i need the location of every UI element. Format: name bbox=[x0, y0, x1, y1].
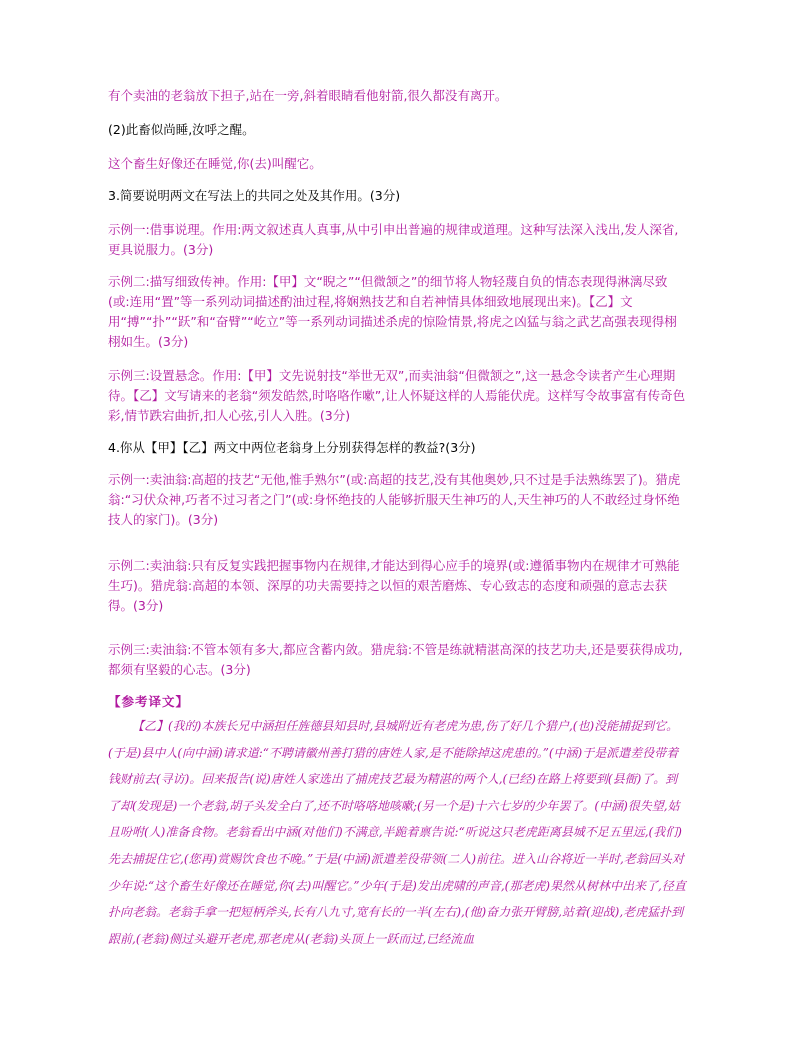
q4-example-2: 示例二:卖油翁:只有反复实践把握事物内在规律,才能达到得心应手的境界(或:遵循事物内在规律才可熟能生巧)。猎虎翁:高超的本领、深厚的功夫需要持之以恒的艰苦磨炼、专心致志的态度和顽强的意志去获得。(3分) bbox=[108, 558, 680, 613]
question-3: 3.简要说明两文在写法上的共同之处及其作用。(3分) bbox=[108, 188, 401, 203]
answer-line-2: 这个畜生好像还在睡觉,你(去)叫醒它。 bbox=[108, 156, 322, 171]
q3-example-3: 示例三:设置悬念。作用:【甲】文先说射技“举世无双”,而卖油翁“但微颔之”,这一悬念令读者产生心理期待。【乙】文写请来的老翁“须发皓然,时咯咯作嗽”,让人怀疑这样的人焉能伏虎。这样写令故事富有传奇色彩,情节跌宕曲折,扣人心弦,引人入胜。(3分) bbox=[108, 368, 686, 423]
q3-example-2: 示例二:描写细致传神。作用:【甲】文“睨之”“但微颔之”的细节将人物轻蔑自负的情态表现得淋漓尽致(或:连用“置”等一系列动词描述酌油过程,将娴熟技艺和自若神情具体细致地展现出来)。【乙】文用“搏”“扑”“跃”和“奋臂”“屹立”等一系列动词描述杀虎的惊险情景,将虎之凶猛与翁之武艺高强表现得栩栩如生。(3分) bbox=[108, 274, 677, 349]
q3-example-1: 示例一:借事说理。作用:两文叙述真人真事,从中引申出普遍的规律或道理。这种写法深入浅出,发人深省,更具说服力。(3分) bbox=[108, 222, 679, 257]
answer-line-1: 有个卖油的老翁放下担子,站在一旁,斜着眼睛看他射箭,很久都没有离开。 bbox=[108, 88, 508, 103]
q4-example-3: 示例三:卖油翁:不管本领有多大,都应含蓄内敛。猎虎翁:不管是练就精湛高深的技艺功夫,还是要获得成功,都须有坚毅的心志。(3分) bbox=[108, 642, 683, 677]
question-2-sentence: (2)此畜似尚睡,汝呼之醒。 bbox=[108, 122, 255, 137]
question-4: 4.你从【甲】【乙】两文中两位老翁身上分别获得怎样的教益?(3分) bbox=[108, 440, 476, 455]
translation-text: 【乙】(我的)本族长兄中涵担任旌德县知县时,县城附近有老虎为患,伤了好几个猎户,(也)没能捕捉到它。(于是)县中人(向中涵)请求道:“不聘请徽州善打猎的唐姓人家,是不能除掉这虎患的。”(中涵)于是派遣差役带着钱财前去(寻访)。回来报告(说)唐姓人家选出了捕虎技艺最为精湛的两个人,(已经)在路上将要到(县衙)了。到了却(发现是)一个老翁,胡子头发全白了,还不时咯咯地咳嗽;(另一个是)十六七岁的少年罢了。(中涵)很失望,姑且吩咐(人)准备食物。老翁看出中涵(对他们)不满意,半跪着禀告说:“听说这只老虎距离县城不足五里远,(我们)先去捕捉住它,(您再)赏赐饮食也不晚。”于是(中涵)派遣差役带领(二人)前往。进入山谷将近一半时,老翁回头对少年说:“这个畜生好像还在睡觉,你(去)叫醒它。”少年(于是)发出虎啸的声音,(那老虎)果然从树林中出来了,径直扑向老翁。老翁手拿一把短柄斧头,长有八九寸,宽有长的一半(左右),(他)奋力张开臂膀,站着(迎战),老虎猛扑到跟前,(老翁)侧过头避开老虎,那老虎从(老翁)头顶上一跃而过,已经流血 bbox=[108, 719, 686, 946]
reference-translation-title: 【参考译文】 bbox=[108, 694, 190, 709]
q4-example-1: 示例一:卖油翁:高超的技艺“无他,惟手熟尔”(或:高超的技艺,没有其他奥妙,只不过是手法熟练罢了)。猎虎翁:“习伏众神,巧者不过习者之门”(或:身怀绝技的人能够折服天生神巧的人,天生神巧的人不敢经过身怀绝技人的家门)。(3分) bbox=[108, 472, 681, 527]
